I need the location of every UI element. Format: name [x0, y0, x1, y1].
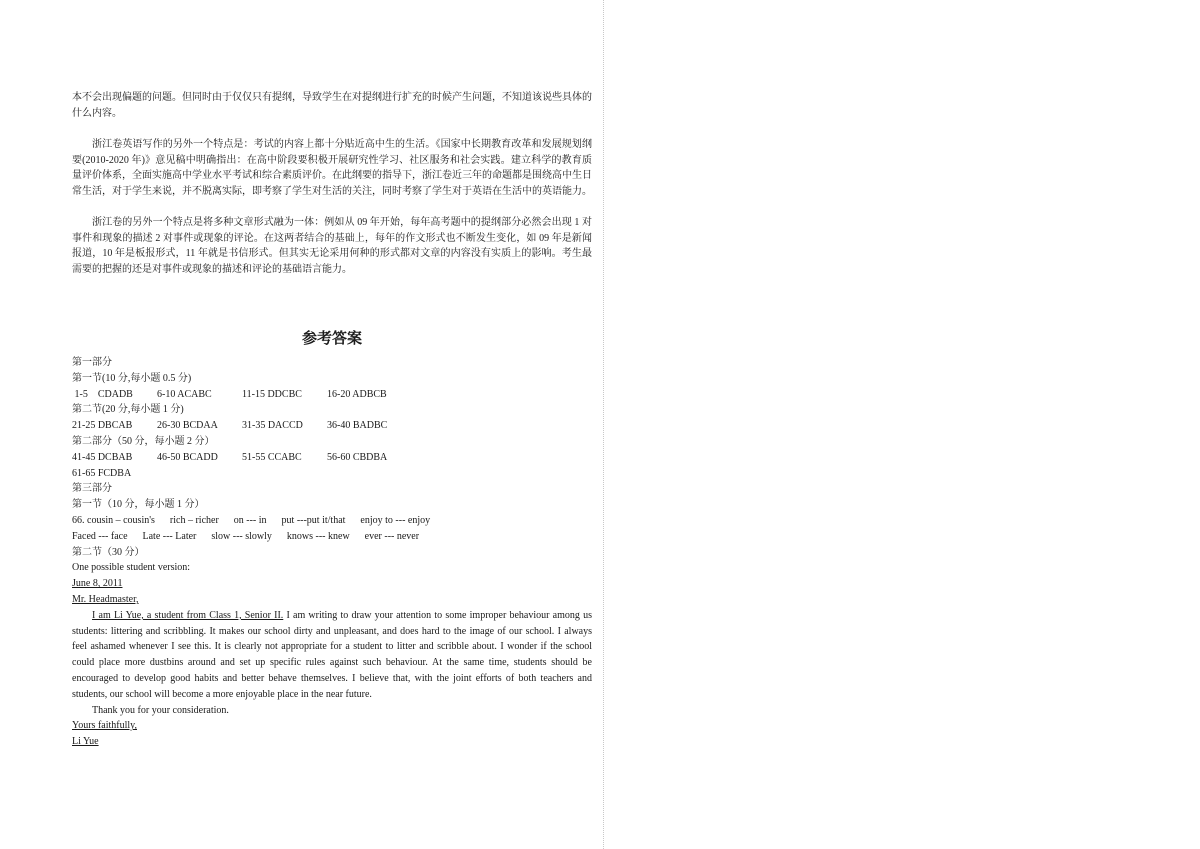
essay-paragraph-3: 浙江卷的另外一个特点是将多种文章形式融为一体：例如从 09 年开始，每年高考题中的提纲部分必然会出现 1 对事件和现象的描述 2 对事件或现象的评论。在这两者结合的基础上，每年的作文形式也不断发生变化，如 09 年是新闻报道，10 年是板报形式，11 年就是书信形式。但其实无论采用何种的形式都对文章的内容没有实质上的影响。考生最需要的把握的还是对事件或现象的描述和评论的基础语言能力。 — [72, 217, 592, 275]
letter-closing: Yours faithfully, — [72, 720, 138, 732]
letter-thanks: Thank you for your consideration. — [92, 704, 229, 716]
essay-section — [72, 90, 592, 277]
essay-paragraph-2: 浙江卷英语写作的另外一个特点是：考试的内容上都十分贴近高中生的生活。《国家中长期教育改革和发展规划纲要(2010-2020 年)》意见稿中明确指出：在高中阶段要积极开展研究性学习、社区服务和社会实践。建立科学的教育质量评价体系，全面实施高中学业水平考试和综合素质评价。在此纲要的指导下，浙江卷近三年的命题都是围绕高中生日常生活，对于学生来说，并不脱离实际，即考察了学生对生活的关注，同时考察了学生对于英语在生活中的英语能力。 — [72, 139, 592, 197]
answer-group: 36-40 BADBC — [327, 420, 388, 432]
letter-body — [72, 608, 592, 703]
part-3-heading: 第三部分 — [72, 483, 112, 495]
section-4-heading: 第二节（30 分） — [72, 546, 145, 558]
answer-group: 1-5 CDADB — [72, 388, 133, 400]
section-1-heading: 第一节(10 分,每小题 0.5 分) — [72, 372, 192, 384]
answer-row — [72, 450, 592, 466]
letter-date: June 8, 2011 — [72, 578, 123, 590]
section-2-heading: 第二节(20 分,每小题 1 分) — [72, 404, 184, 416]
letter-opening: I am Li Yue, a student from Class 1, Senior II. — [92, 609, 284, 621]
answer-group: 21-25 DBCAB — [72, 420, 133, 432]
answer-group: 51-55 CCABC — [242, 451, 302, 463]
answer-group: 31-35 DACCD — [242, 420, 303, 432]
answer-group: 56-60 CBDBA — [327, 451, 388, 463]
correction-row: Faced --- face Late --- Later slow --- slowly knows --- knew ever --- never — [72, 530, 420, 542]
letter-signature: Li Yue — [72, 736, 99, 748]
answer-group: 16-20 ADBCB — [327, 388, 387, 400]
answer-group: 41-45 DCBAB — [72, 451, 133, 463]
answer-row: 61-65 FCDBA — [72, 467, 132, 479]
essay-paragraph-1: 本不会出现偏题的问题。但同时由于仅仅只有提纲，导致学生在对提纲进行扩充的时候产生问题，不知道该说些具体的什么内容。 — [72, 92, 592, 119]
section-3-heading: 第一节（10 分，每小题 1 分） — [72, 499, 205, 511]
answer-row — [72, 387, 592, 403]
letter-body-text: I am writing to draw your attention to some improper behaviour among us students: littering and scribbling. It makes our school dirty and unpleasant, and does hard to the image of our school. I always feel ashamed whenever I see this. It is clearly not appropriate for a student to litter and scribble about. I wonder if the school could place more dustbins around and set up specific rules against such behaviour. At the same time, students should be encouraged to develop good habits and better behave themselves. I believe that, with the joint efforts of both teachers and students, our school will become a more enjoyable place in the near future. — [72, 609, 592, 700]
answer-group: 26-30 BCDAA — [157, 420, 218, 432]
answers-title: 参考答案 — [301, 329, 362, 347]
sample-intro: One possible student version: — [72, 562, 191, 574]
answer-group: 46-50 BCADD — [157, 451, 218, 463]
letter-salutation: Mr. Headmaster, — [72, 593, 139, 605]
answers-section — [72, 355, 592, 750]
correction-row: 66. cousin – cousin's rich – richer on --- in put ---put it/that enjoy to --- enjoy — [72, 514, 431, 526]
part-2-heading: 第二部分（50 分，每小题 2 分） — [72, 435, 215, 447]
answer-group: 6-10 ACABC — [157, 388, 212, 400]
page-divider — [603, 0, 604, 849]
answer-group: 11-15 DDCBC — [242, 388, 302, 400]
answer-row — [72, 418, 592, 434]
part-1-heading: 第一部分 — [72, 357, 112, 368]
